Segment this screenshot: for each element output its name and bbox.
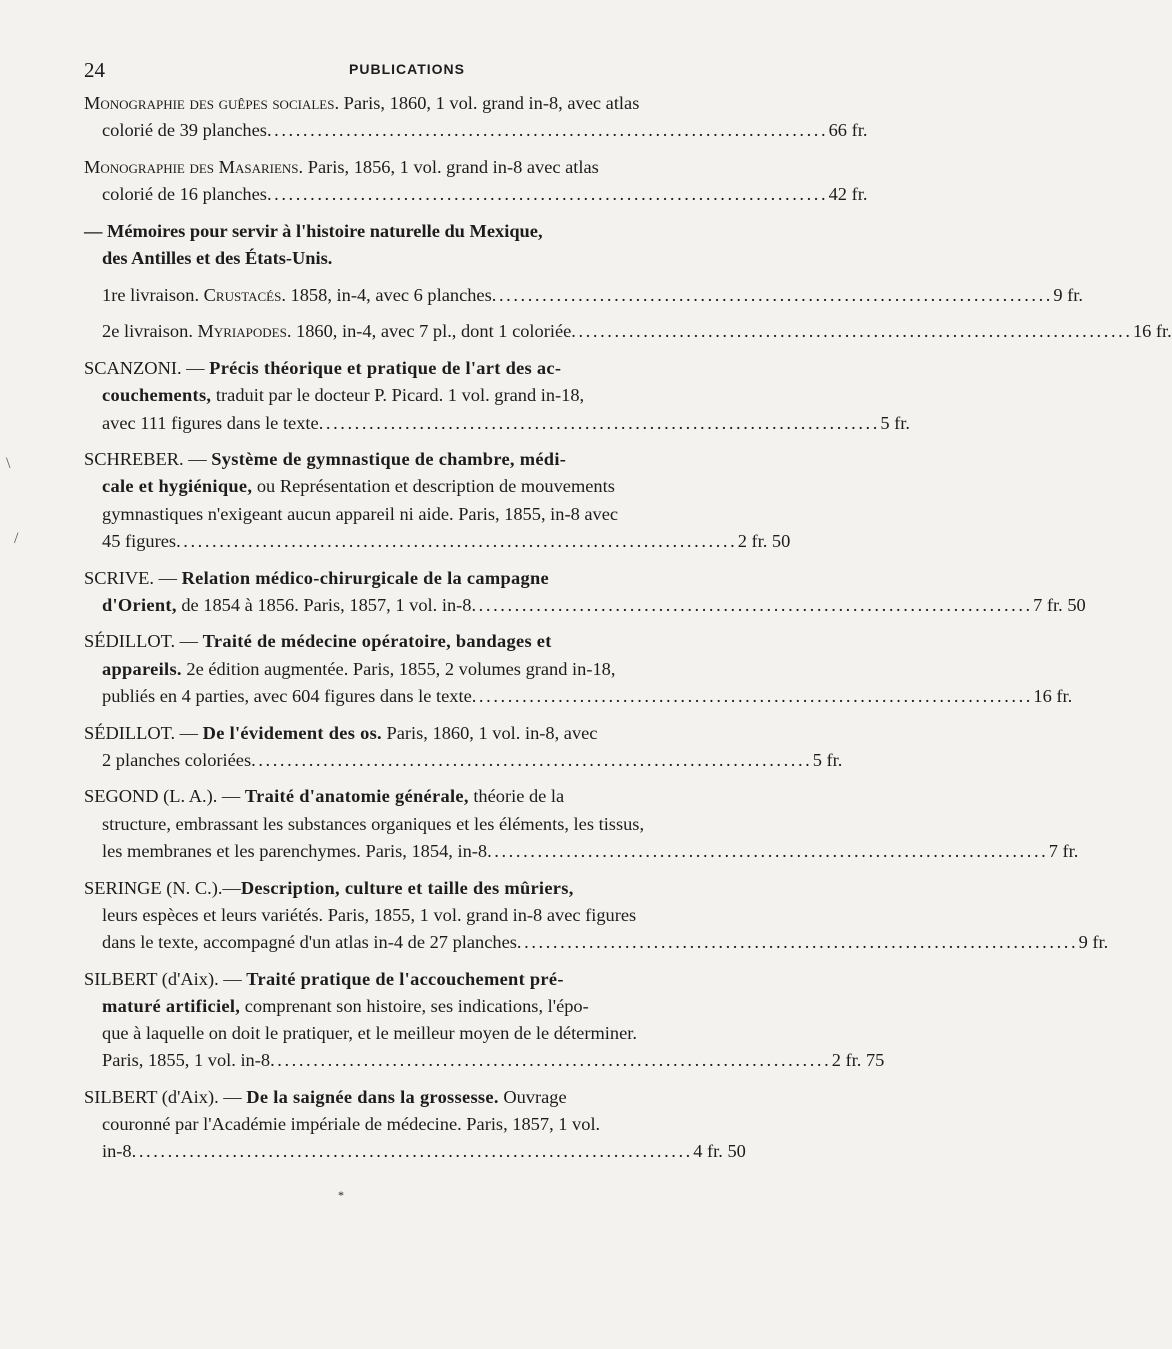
entry-line <box>86 966 730 993</box>
entry-line <box>86 993 730 1020</box>
entry-line <box>86 154 730 181</box>
entry-author: SILBERT <box>84 1087 158 1107</box>
page-header <box>84 58 730 84</box>
entry-price: 5 fr. <box>880 412 910 433</box>
catalogue-entry <box>84 783 1079 865</box>
entry-author: SCHREBER. — <box>84 449 212 470</box>
catalogue-entry <box>84 90 868 144</box>
entry-line <box>86 1084 730 1111</box>
entry-line <box>86 117 868 144</box>
entry-price: 42 fr. <box>828 184 868 205</box>
entry-text: Ouvrage <box>498 1087 567 1107</box>
entry-text: 1860, in-4, avec 7 pl., dont 1 coloriée <box>291 321 572 342</box>
entry-line <box>86 628 730 655</box>
entry-title: cale et hygiénique, <box>102 476 253 497</box>
entry-text: couronné par l'Académie impériale de médecine. Paris, 1857, 1 vol. <box>102 1114 601 1135</box>
entry-price: 7 fr. <box>1048 840 1079 861</box>
entry-text: 2e édition augmentée. Paris, 1855, 2 volumes grand in-18, <box>181 658 616 679</box>
entry-title: De l'évidement des os. <box>202 722 382 743</box>
catalogue-entry <box>84 355 910 437</box>
entry-text: publiés en 4 parties, avec 604 figures dans le texte <box>102 685 472 706</box>
entry-line <box>86 747 843 774</box>
entry-text: dans le texte, accompagné d'un atlas in-4 de 27 planches <box>102 931 517 952</box>
entry-text: 1858, in-4, avec 6 planches <box>285 284 492 305</box>
entry-text: structure, embrassant les substances organiques et les éléments, les tissus, <box>102 813 645 834</box>
entry-line <box>86 446 730 473</box>
catalogue-entry <box>84 720 843 774</box>
entry-price: 9 fr. <box>1078 931 1109 952</box>
entry-subtitle: Crustacés. <box>203 284 286 305</box>
running-title: PUBLICATIONS <box>349 61 465 77</box>
entry-text: leurs espèces et leurs variétés. Paris, 1855, 1 vol. grand in-8 avec figures <box>102 904 637 925</box>
entry-text: les membranes et les parenchymes. Paris, 1854, in-8 <box>102 840 488 861</box>
entry-text: colorié de 16 planches <box>102 184 267 205</box>
entry-text: de 1854 à 1856. Paris, 1857, 1 vol. in-8 <box>176 594 472 615</box>
entry-title: Monographie des guêpes sociales. <box>84 93 340 113</box>
entry-text: 45 figures <box>102 530 177 551</box>
entry-line <box>86 783 730 810</box>
margin-mark: \ <box>6 455 11 472</box>
catalogue-entry <box>84 446 791 555</box>
entry-line <box>86 1138 746 1165</box>
entry-text: gymnastiques n'exigeant aucun appareil ni aide. Paris, 1855, in-8 avec <box>102 503 619 524</box>
entry-title: maturé artificiel, <box>102 995 241 1016</box>
entry-text: théorie de la <box>468 786 565 807</box>
entry-title: — Mémoires pour servir à l'histoire naturelle du Mexique, <box>84 220 543 241</box>
margin-mark: / <box>14 530 19 547</box>
entry-line <box>86 473 730 500</box>
catalogue-entry <box>84 628 1073 710</box>
entry-line <box>86 90 730 117</box>
catalogue-entry <box>86 318 1172 345</box>
entry-author: SILBERT <box>84 968 158 989</box>
entry-price: 5 fr. <box>812 749 843 770</box>
entry-text: (d'Aix). — <box>157 968 247 989</box>
entry-text: Paris, 1856, 1 vol. grand in-8 avec atlas <box>303 156 599 177</box>
entry-text: Paris, 1860, 1 vol. grand in-8, avec atlas <box>339 93 640 113</box>
catalogue-entry <box>84 966 885 1075</box>
entry-text: 1re livraison. <box>102 284 204 305</box>
entry-line <box>86 355 730 382</box>
entry-title: Traité de médecine opératoire, bandages et <box>202 631 552 652</box>
catalogue-entry <box>86 218 730 272</box>
entry-line <box>86 1047 885 1074</box>
entry-price: 2 fr. 75 <box>831 1050 885 1071</box>
entry-price: 4 fr. 50 <box>693 1141 746 1162</box>
entry-title: Précis théorique et pratique de l'art des ac- <box>209 358 562 379</box>
entry-line <box>86 282 1084 309</box>
entry-line <box>86 875 730 902</box>
entry-text: Paris, 1860, 1 vol. in-8, avec <box>381 722 598 743</box>
entry-author: SERINGE (N. C.).— <box>84 877 241 898</box>
catalogue-entry <box>84 1084 746 1166</box>
entry-title: Traité d'anatomie générale, <box>244 786 469 807</box>
entry-title: appareils. <box>102 658 182 679</box>
entry-line <box>86 318 1172 345</box>
entry-author: SEGOND (L. A.). — <box>84 786 245 807</box>
entry-title: De la saignée dans la grossesse. <box>246 1087 499 1107</box>
page-number: 24 <box>84 58 105 82</box>
entry-text: comprenant son histoire, ses indications, l'épo- <box>240 995 589 1016</box>
catalogue-entry <box>86 282 1084 309</box>
entry-line <box>86 382 730 409</box>
entry-line <box>86 720 730 747</box>
entry-line <box>86 929 1109 956</box>
signature-mark: * <box>338 1188 344 1202</box>
catalogue-entries <box>84 90 1172 1175</box>
entry-price: 16 fr. <box>1033 685 1073 706</box>
entry-text: 2 planches coloriées <box>102 749 252 770</box>
entry-text: colorié de 39 planches <box>102 120 267 141</box>
entry-text: ou Représentation et description de mouvements <box>252 476 615 497</box>
entry-title: des Antilles et des États-Unis. <box>102 248 333 269</box>
entry-line <box>86 683 1073 710</box>
entry-author: SÉDILLOT. — <box>84 722 203 743</box>
entry-title: Monographie des Masariens. <box>84 156 304 177</box>
entry-price: 2 fr. 50 <box>737 530 791 551</box>
catalogue-entry <box>84 154 868 208</box>
entry-line <box>86 410 910 437</box>
entry-author: SCANZONI. — <box>84 358 210 379</box>
entry-price: 16 fr. <box>1132 321 1172 342</box>
entry-line <box>86 838 1079 865</box>
catalogue-entry <box>84 565 1086 619</box>
entry-text: avec 111 figures dans le texte <box>102 412 319 433</box>
entry-title: couchements, <box>102 385 212 406</box>
entry-text: (d'Aix). — <box>157 1087 247 1107</box>
entry-author: SCRIVE. — <box>84 567 182 588</box>
entry-line <box>86 656 730 683</box>
entry-title: d'Orient, <box>102 594 177 615</box>
entry-text: 2e livraison. <box>102 321 198 342</box>
entry-price: 7 fr. 50 <box>1033 594 1086 615</box>
entry-text: traduit par le docteur P. Picard. 1 vol. grand in-18, <box>211 385 585 406</box>
entry-line <box>86 181 868 208</box>
entry-title: Relation médico-chirurgicale de la campagne <box>181 567 549 588</box>
entry-text: que à laquelle on doit le pratiquer, et le meilleur moyen de le déterminer. <box>102 1023 637 1044</box>
entry-subtitle: Myriapodes. <box>197 321 292 342</box>
catalogue-entry <box>84 875 1109 957</box>
entry-title: Système de gymnastique de chambre, médi- <box>211 449 567 470</box>
entry-author: SÉDILLOT. — <box>84 631 203 652</box>
entry-line <box>86 592 1086 619</box>
entry-title: Description, culture et taille des mûriers, <box>240 877 574 898</box>
entry-text: in-8 <box>102 1141 132 1162</box>
entry-line <box>86 528 791 555</box>
entry-line <box>86 565 730 592</box>
entry-price: 9 fr. <box>1053 284 1084 305</box>
entry-title: Traité pratique de l'accouchement pré- <box>246 968 564 989</box>
entry-price: 66 fr. <box>828 120 868 141</box>
entry-text: Paris, 1855, 1 vol. in-8 <box>102 1050 271 1071</box>
